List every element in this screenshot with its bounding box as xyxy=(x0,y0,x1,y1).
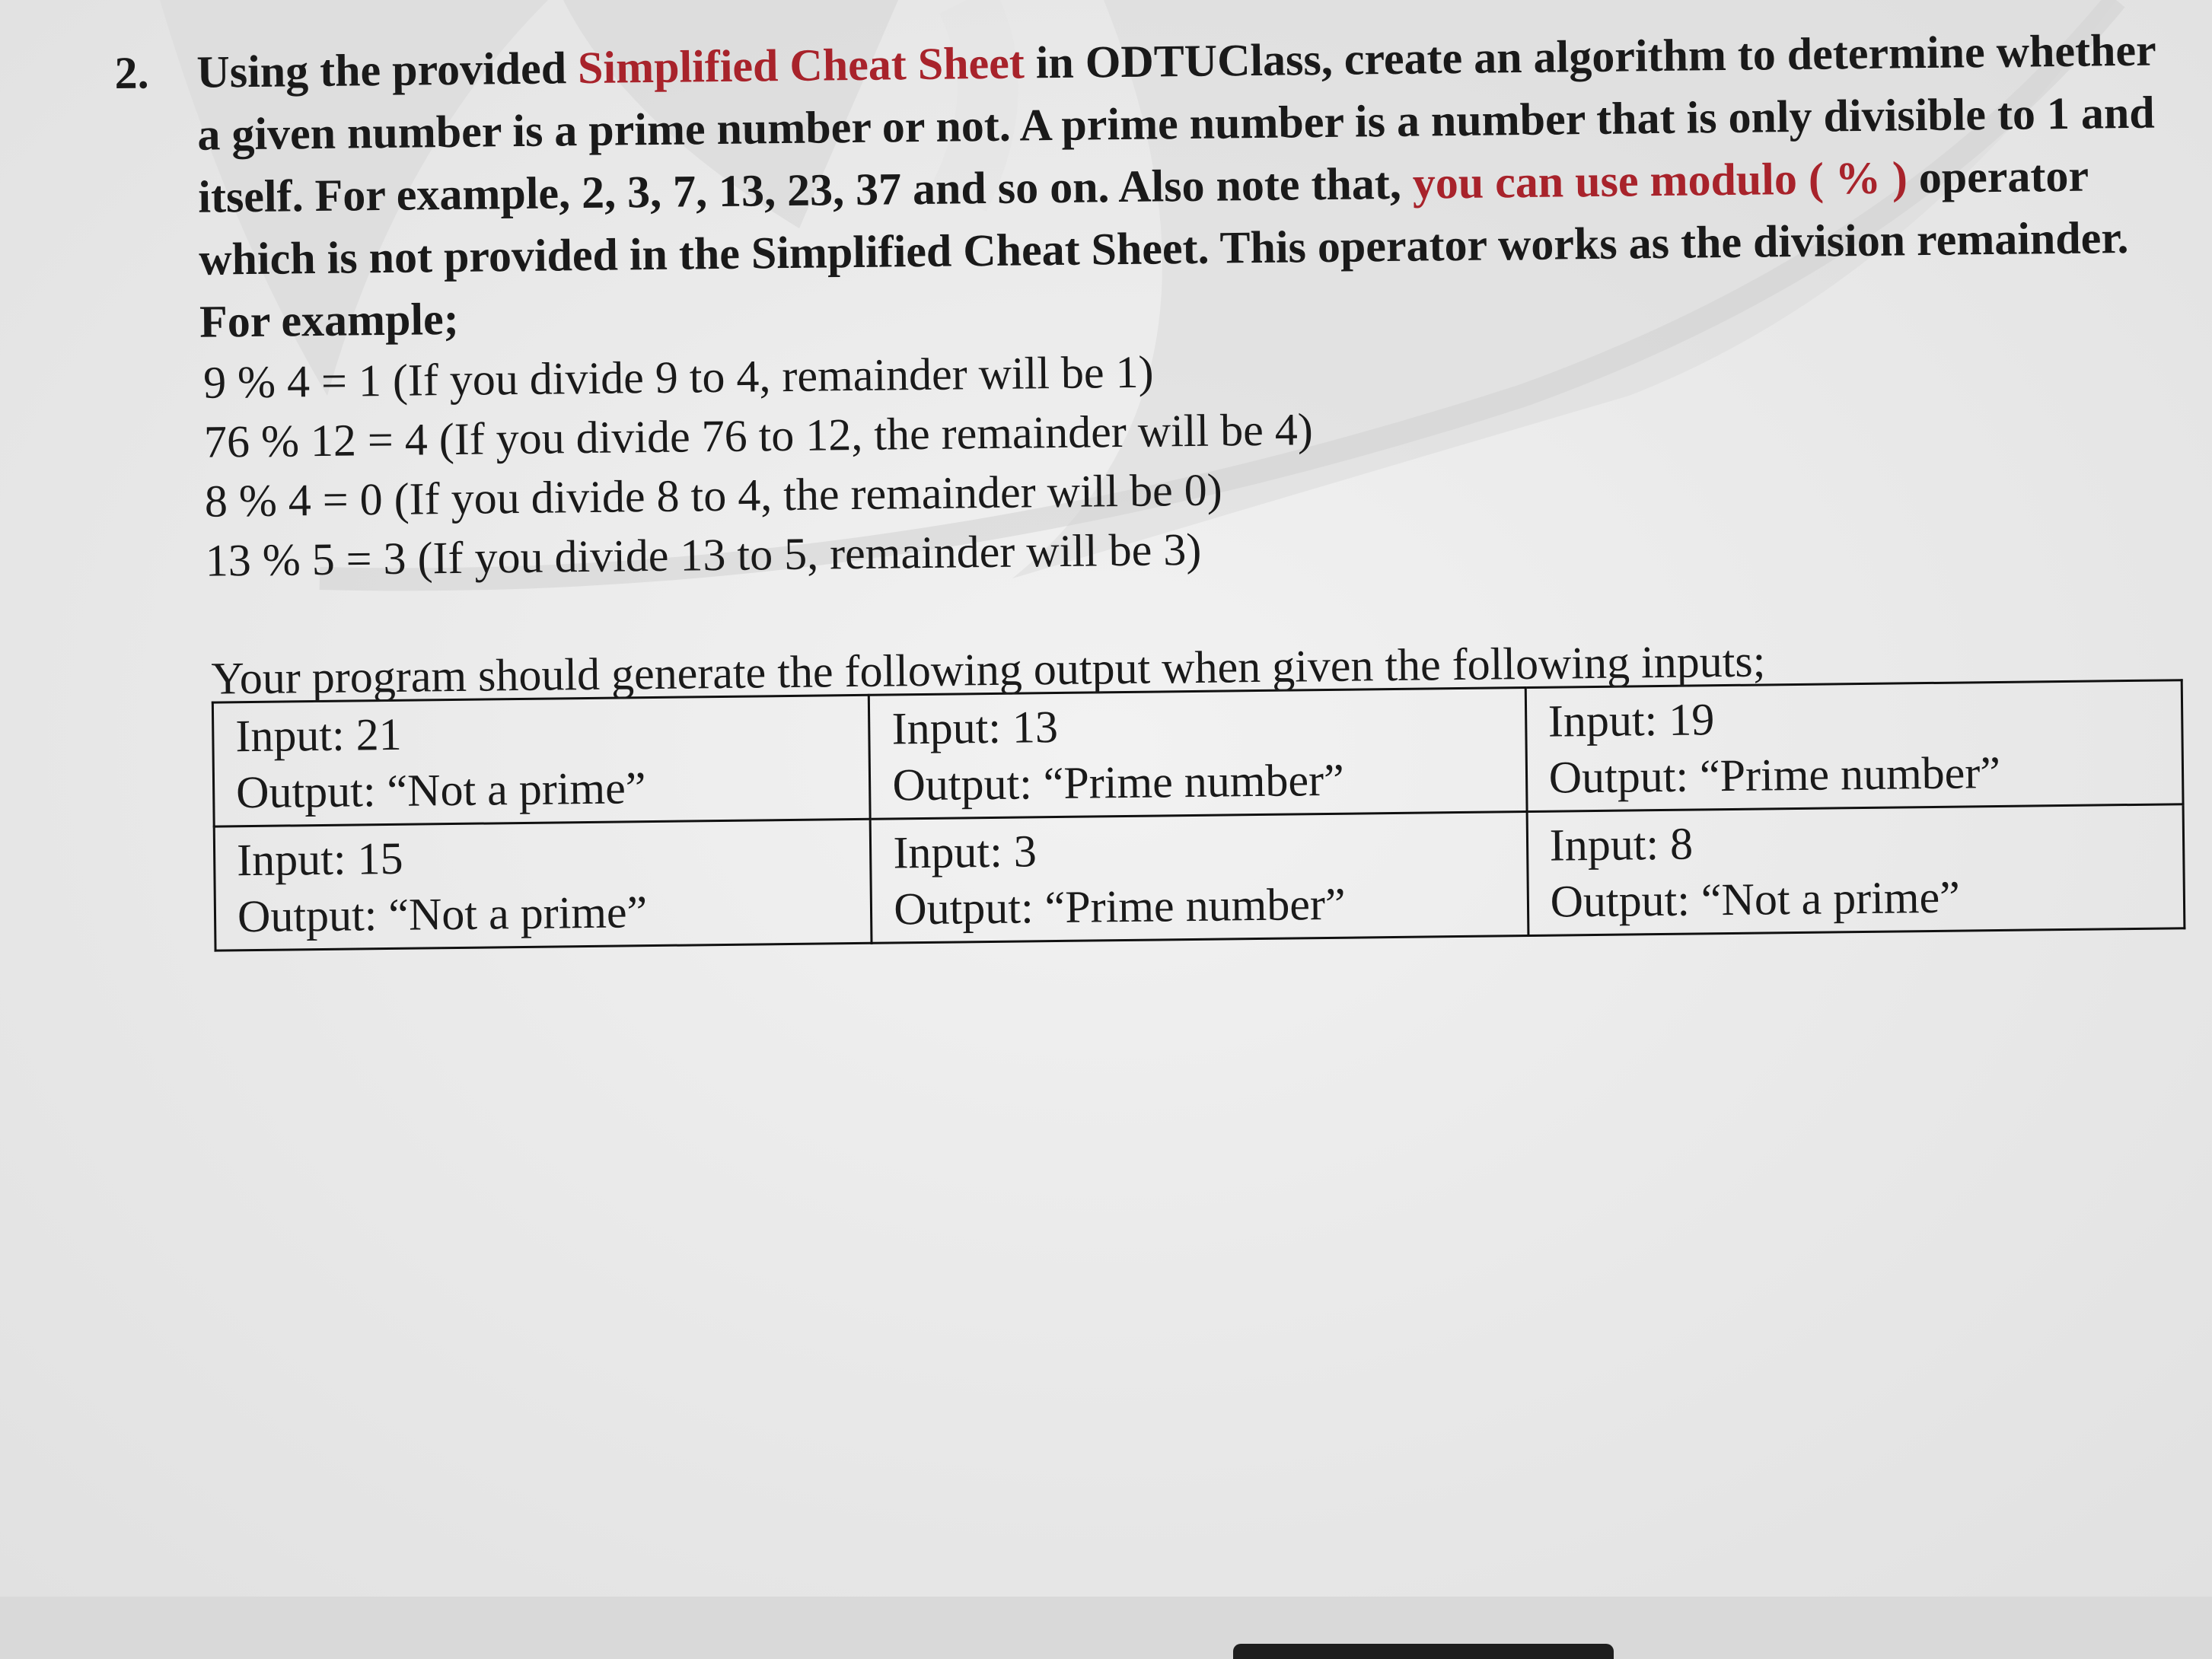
question-document xyxy=(114,18,2179,953)
example-line: 8 % 4 = 0 (If you divide 8 to 4, the remainder will be 0) xyxy=(204,464,1223,527)
cell-input: Input: 3 xyxy=(893,826,1037,878)
io-table-intro: Your program should generate the following output when given the following inputs; xyxy=(211,635,1766,704)
question-text xyxy=(196,18,2172,290)
cell-output: Output: “Not a prime” xyxy=(237,887,648,942)
desk-edge xyxy=(0,1597,2212,1659)
example-line: 13 % 5 = 3 (If you divide 13 to 5, remainder will be 3) xyxy=(205,524,1202,586)
table-cell xyxy=(212,695,870,826)
example-line: 76 % 12 = 4 (If you divide 76 to 12, the remainder will be 4) xyxy=(203,404,1314,467)
highlighted-phrase: you can use modulo ( % ) xyxy=(1412,152,1908,209)
cell-input: Input: 13 xyxy=(891,701,1059,754)
cell-output: Output: “Prime number” xyxy=(1548,747,2001,803)
examples-heading: For example; xyxy=(199,293,460,347)
table-cell xyxy=(214,819,872,951)
cell-output: Output: “Not a prime” xyxy=(235,763,646,818)
question-text-run: Using the provided xyxy=(196,43,578,97)
cell-input: Input: 21 xyxy=(234,708,403,762)
table-row xyxy=(212,680,2183,826)
cell-output: Output: “Not a prime” xyxy=(1550,871,1961,927)
table-cell xyxy=(870,812,1528,944)
cell-input: Input: 8 xyxy=(1549,818,1694,871)
cell-output: Output: “Prime number” xyxy=(892,754,1345,810)
examples-list xyxy=(118,330,2175,591)
cell-input: Input: 19 xyxy=(1547,694,1715,747)
highlighted-phrase: Simplified Cheat Sheet xyxy=(577,37,1025,94)
table-row xyxy=(214,804,2185,951)
question-text-run: operator which is not provided in the Simplified Cheat Sheet. This operator works as the division remainder. xyxy=(198,150,2129,285)
question-number: 2. xyxy=(114,47,149,98)
example-line: 9 % 4 = 1 (If you divide 9 to 4, remainder will be 1) xyxy=(202,346,1154,408)
device-edge xyxy=(1233,1644,1614,1659)
cell-input: Input: 15 xyxy=(236,833,403,886)
table-cell xyxy=(869,688,1527,820)
table-cell xyxy=(1527,804,2185,936)
cell-output: Output: “Prime number” xyxy=(893,878,1346,935)
table-cell xyxy=(1525,680,2183,812)
question-text-run: in ODTUClass, create an algorithm to determine whether a given number is a prime number or not. A prime number is a number that is only divisible to 1 and itself. For example, 2, 3, 7, 13, 23, 37 and so on. Also note that, xyxy=(197,24,2156,222)
io-table xyxy=(212,679,2186,951)
